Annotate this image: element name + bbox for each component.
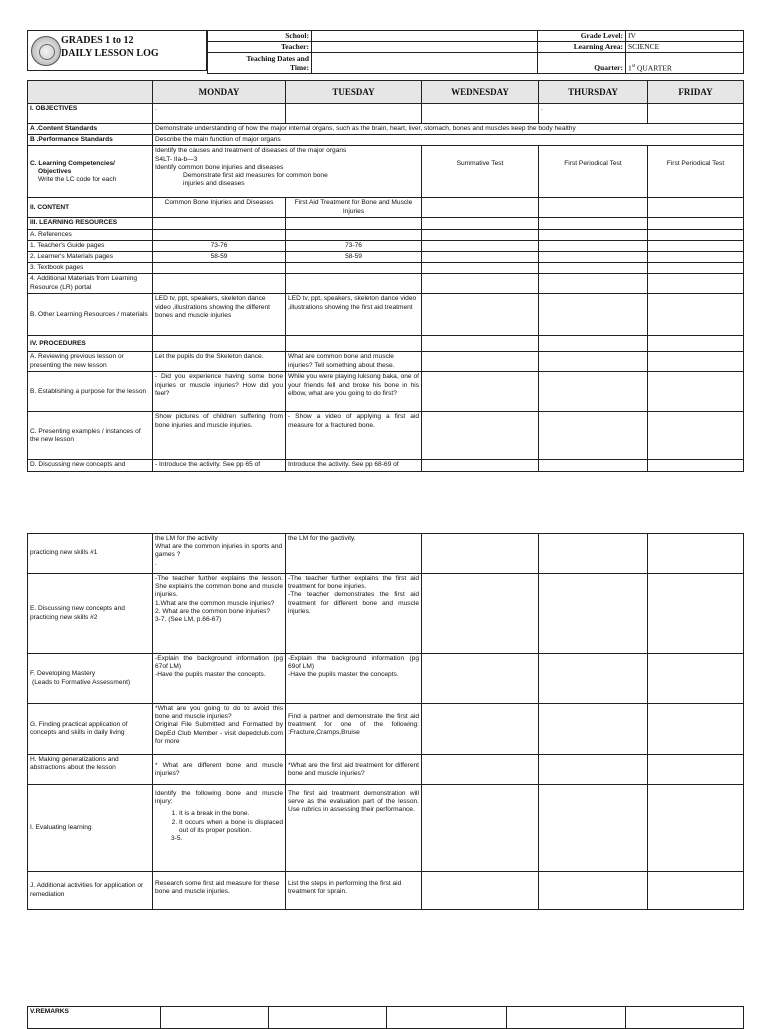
row-procedures bbox=[28, 336, 744, 352]
day-thursday: THURSDAY bbox=[539, 81, 648, 104]
discussing1-label: D. Discussing new concepts and bbox=[28, 460, 153, 471]
day-monday: MONDAY bbox=[153, 81, 286, 104]
day-wednesday: WEDNESDAY bbox=[422, 81, 539, 104]
h-label: H. Making generalizations and abstractions about the lesson bbox=[28, 755, 153, 785]
content-label: II. CONTENT bbox=[28, 198, 153, 218]
day-friday: FRIDAY bbox=[648, 81, 744, 104]
row-references bbox=[28, 229, 744, 240]
content-mon: Common Bone Injuries and Diseases bbox=[153, 198, 286, 218]
content-tue: First Aid Treatment for Bone and Muscle Injuries bbox=[286, 198, 422, 218]
row-practical-application bbox=[28, 704, 744, 755]
tg-tue: 73-76 bbox=[286, 240, 422, 251]
dates-value bbox=[312, 53, 538, 74]
i-mon-item-2: 2. It occurs when a bone is displaced out of its proper position. bbox=[179, 819, 283, 835]
d-cont-label: practicing new skills #1 bbox=[28, 534, 153, 574]
review-mon: Let the pupils do the Skeleton dance. bbox=[153, 352, 286, 372]
row-objectives bbox=[28, 104, 744, 124]
tg-mon: 73-76 bbox=[153, 240, 286, 251]
tg-label: 1. Teacher's Guide pages bbox=[28, 240, 153, 251]
competencies-label: C. Learning Competencies/ Objectives Write the LC code for each bbox=[28, 146, 153, 198]
row-teachers-guide bbox=[28, 240, 744, 251]
j-label: J. Additional activities for application or remediation bbox=[28, 872, 153, 910]
school-value bbox=[312, 31, 538, 42]
g-tue: Find a partner and demonstrate the first aid treatment for one of the following: :Fracture,Cramps,Bruise bbox=[286, 704, 422, 755]
performance-standards-label: B .Performance Standards bbox=[28, 135, 153, 146]
discussing1-mon: - Introduce the activity. See pp 65 of bbox=[153, 460, 286, 471]
row-evaluating bbox=[28, 785, 744, 872]
textbook-label: 3. Textbook pages bbox=[28, 263, 153, 274]
row-additional-activities bbox=[28, 872, 744, 910]
teacher-value bbox=[312, 42, 538, 53]
other-label: B. Other Learning Resources / materials bbox=[28, 294, 153, 336]
i-label: I. Evaluating learning bbox=[28, 785, 153, 872]
e-tue: -The teacher further explains the first aid treatment for bone injuries. -The teacher demonstrates the first aid treatment for different bone and muscle injuries. bbox=[286, 574, 422, 654]
additional-label: 4. Additional Materials from Learning Resource (LR) portal bbox=[28, 274, 153, 294]
review-tue: What are common bone and muscle injuries? Tell something about these. bbox=[286, 352, 422, 372]
row-resources bbox=[28, 218, 744, 229]
teacher-label: Teacher: bbox=[208, 42, 312, 53]
e-label: E. Discussing new concepts and practicing new skills #2 bbox=[28, 574, 153, 654]
row-additional-materials bbox=[28, 274, 744, 294]
header-info-table bbox=[207, 30, 744, 74]
remarks-table bbox=[27, 1006, 744, 1029]
competencies-thu: First Periodical Test bbox=[539, 146, 648, 198]
area-label: Learning Area: bbox=[538, 42, 626, 53]
f-mon: -Explain the background information (pg 67of LM) -Have the pupils master the concepts. bbox=[153, 654, 286, 704]
header-title-line2: DAILY LESSON LOG bbox=[61, 48, 159, 59]
row-other-resources bbox=[28, 294, 744, 336]
j-tue: List the steps in performing the first aid treatment for sprain. bbox=[286, 872, 422, 910]
lm-label: 2. Learner's Materials pages bbox=[28, 252, 153, 263]
purpose-mon: - Did you experience having some bone injuries or muscle injuries? How did you feel? bbox=[153, 372, 286, 412]
quarter-label: Quarter: bbox=[538, 53, 626, 74]
h-tue: *What are the first aid treatment for different bone and muscle injuries? bbox=[286, 755, 422, 785]
row-examples bbox=[28, 412, 744, 460]
content-standards-label: A .Content Standards bbox=[28, 124, 153, 135]
row-discussing-1 bbox=[28, 460, 744, 471]
objectives-mon: . bbox=[153, 104, 286, 124]
i-mon-item-1: 1. It is a break in the bone. bbox=[179, 810, 283, 818]
row-content-standards bbox=[28, 124, 744, 135]
lesson-table-page1 bbox=[27, 80, 744, 472]
d-cont-mon: the LM for the activity What are the common injuries in sports and games ? . bbox=[153, 534, 286, 574]
examples-tue: - Show a video of applying a first aid measure for a fractured bone. bbox=[286, 412, 422, 460]
row-developing-mastery bbox=[28, 654, 744, 704]
content-standards-text: Demonstrate understanding of how the major internal organs, such as the brain, heart, liver, stomach, bones and muscles keep the body healthy bbox=[153, 124, 744, 135]
f-tue: -Explain the background information (pg 69of LM) -Have the pupils master the concepts. bbox=[286, 654, 422, 704]
day-tuesday: TUESDAY bbox=[286, 81, 422, 104]
row-generalizations bbox=[28, 755, 744, 785]
grade-label: Grade Level: bbox=[538, 31, 626, 42]
g-mon: *What are you going to do to avoid this bone and muscle injuries? Original File Submitted and Formatted by DepEd Club Member - visit depedclub.com for more bbox=[153, 704, 286, 755]
dates-label: Teaching Dates and Time: bbox=[208, 53, 312, 74]
discussing1-tue: Introduce the activity. See pp 68-69 of bbox=[286, 460, 422, 471]
quarter-value: 1st QUARTER bbox=[626, 53, 744, 74]
references-label: A. References bbox=[28, 229, 153, 240]
competencies-text: Identify the causes and treatment of diseases of the major organs S4LT- IIa-b—3 Identify common bone injuries and diseases Demonstrate first aid measures for common bone injuries and diseases bbox=[153, 146, 422, 198]
lesson-table-page2 bbox=[27, 533, 744, 910]
objectives-label: I. OBJECTIVES bbox=[28, 104, 153, 124]
procedures-label: IV. PROCEDURES bbox=[28, 336, 153, 352]
day-header-blank bbox=[28, 81, 153, 104]
deped-seal-icon bbox=[31, 36, 61, 66]
competencies-wed: Summative Test bbox=[422, 146, 539, 198]
row-remarks bbox=[28, 1007, 744, 1029]
purpose-label: B. Establishing a purpose for the lesson bbox=[28, 372, 153, 412]
examples-mon: Show pictures of children suffering from bone injuries and muscle injuries. bbox=[153, 412, 286, 460]
header-title-line1: GRADES 1 to 12 bbox=[61, 35, 134, 46]
lm-mon: 58-59 bbox=[153, 252, 286, 263]
purpose-tue: While you were playing luksong baka, one of your friends fell and broke his bone in his elbow, what are you going to do first? bbox=[286, 372, 422, 412]
f-label: F. Developing Mastery (Leads to Formative Assessment) bbox=[28, 654, 153, 704]
area-value: SCIENCE bbox=[626, 42, 744, 53]
remarks-label: V.REMARKS bbox=[28, 1007, 161, 1029]
row-competencies bbox=[28, 146, 744, 198]
j-mon: Research some first aid measure for these bone and muscle injuries. bbox=[153, 872, 286, 910]
i-tue: The first aid treatment demonstration will serve as the evaluation part of the lesson. Use rubrics in assessing their performance. bbox=[286, 785, 422, 872]
row-content bbox=[28, 198, 744, 218]
other-mon: LED tv, ppt, speakers, skeleton dance video ,illustrations showing the different bones and muscle injuries bbox=[153, 294, 286, 336]
performance-standards-text: Describe the main function of major organs bbox=[153, 135, 744, 146]
day-header-row bbox=[28, 81, 744, 104]
competencies-fri: First Periodical Test bbox=[648, 146, 744, 198]
row-discussing-1-cont bbox=[28, 534, 744, 574]
other-tue: LED tv, ppt, speakers, skeleton dance video ,illustrations showing the first aid treatment bbox=[286, 294, 422, 336]
school-label: School: bbox=[208, 31, 312, 42]
g-label: G. Finding practical application of concepts and skills in daily living bbox=[28, 704, 153, 755]
h-mon: * What are different bone and muscle injuries? bbox=[153, 755, 286, 785]
row-textbook bbox=[28, 263, 744, 274]
row-discussing-2 bbox=[28, 574, 744, 654]
d-cont-tue: the LM for the gactivity. bbox=[286, 534, 422, 574]
objectives-thu: . bbox=[539, 104, 648, 124]
resources-label: III. LEARNING RESOURCES bbox=[28, 218, 153, 229]
e-mon: -The teacher further explains the lesson. She explains the common bone and muscle injuries. 1.What are the common muscle injuries? 2. What are the common bone injuries? 3-7. (See LM, p.66-67) bbox=[153, 574, 286, 654]
i-mon: Identify the following bone and muscle injury: 1. It is a break in the bone. 2. It occurs when a bone is displaced out of its proper position. 3-5. bbox=[153, 785, 286, 872]
grade-value: IV bbox=[626, 31, 744, 42]
header-logo-box bbox=[27, 30, 207, 71]
examples-label: C. Presenting examples / instances of the new lesson bbox=[28, 412, 153, 460]
row-review bbox=[28, 352, 744, 372]
row-learners-materials bbox=[28, 252, 744, 263]
row-performance-standards bbox=[28, 135, 744, 146]
lm-tue: 58-59 bbox=[286, 252, 422, 263]
row-purpose bbox=[28, 372, 744, 412]
review-label: A. Reviewing previous lesson or presenting the new lesson bbox=[28, 352, 153, 372]
